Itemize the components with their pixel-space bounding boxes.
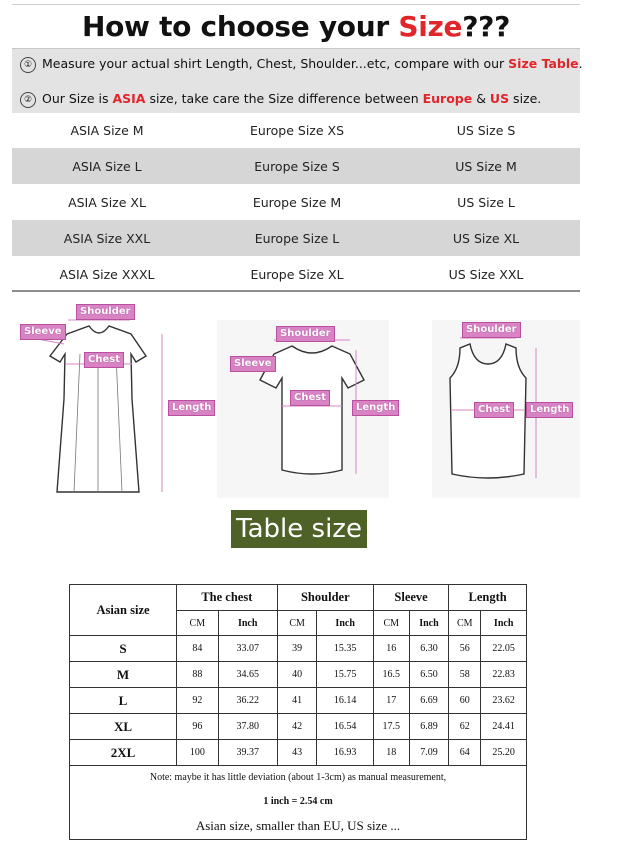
measurement-cell: 16.14 bbox=[317, 688, 373, 714]
measurement-cell: 36.22 bbox=[218, 688, 277, 714]
table-row bbox=[70, 688, 527, 714]
measurement-cell: 33.07 bbox=[218, 636, 277, 662]
length-header: Length bbox=[449, 585, 527, 611]
conversion-row: ASIA Size L Europe Size S US Size M bbox=[12, 148, 580, 184]
measurement-cell: 7.09 bbox=[409, 740, 449, 766]
table-size-badge: Table size bbox=[231, 510, 367, 548]
conversion-row: ASIA Size XXXL Europe Size XL US Size XXL bbox=[59, 266, 524, 282]
measurement-cell: 100 bbox=[177, 740, 219, 766]
measurement-cell: 62 bbox=[449, 714, 481, 740]
size-footer-note: Asian size, smaller than EU, US size ... bbox=[70, 814, 527, 840]
instructions-box bbox=[12, 48, 583, 113]
measurement-cell: 16.54 bbox=[317, 714, 373, 740]
measurement-cell: 16 bbox=[373, 636, 409, 662]
instruction-2: ② Our Size is ASIA size, take care the Size difference between Europe & US size. bbox=[20, 91, 541, 108]
step-2-icon: ② bbox=[20, 92, 36, 108]
chest-header: The chest bbox=[177, 585, 278, 611]
size-label: XL bbox=[70, 714, 177, 740]
conversion-row: ASIA Size XXL Europe Size L US Size XL bbox=[12, 220, 580, 256]
conversion-row: ASIA Size M Europe Size XS US Size S bbox=[70, 122, 516, 138]
unit-cell: Inch bbox=[218, 611, 277, 636]
dress-icon bbox=[50, 326, 146, 492]
inch-conversion-note: 1 inch = 2.54 cm bbox=[70, 790, 527, 814]
corner-header: Asian size bbox=[70, 585, 177, 636]
unit-cell: Inch bbox=[481, 611, 527, 636]
measurement-cell: 15.35 bbox=[317, 636, 373, 662]
measurement-cell: 16.5 bbox=[373, 662, 409, 688]
measurement-cell: 39.37 bbox=[218, 740, 277, 766]
measurement-illustrations bbox=[12, 294, 580, 498]
top-divider bbox=[12, 4, 580, 5]
measurement-cell: 6.50 bbox=[409, 662, 449, 688]
tshirt-chest-label: Chest bbox=[290, 390, 330, 406]
measurement-cell: 17 bbox=[373, 688, 409, 714]
measurement-cell: 18 bbox=[373, 740, 409, 766]
measurement-cell: 39 bbox=[277, 636, 317, 662]
tshirt-sleeve-label: Sleeve bbox=[230, 356, 276, 372]
tshirt-length-label: Length bbox=[352, 400, 399, 416]
instruction-1: ① Measure your actual shirt Length, Chest, Shoulder...etc, compare with our Size Table. bbox=[20, 56, 583, 73]
table-row bbox=[70, 714, 527, 740]
dress-sleeve-label: Sleeve bbox=[20, 324, 66, 340]
step-1-icon: ① bbox=[20, 57, 36, 73]
measurement-cell: 37.80 bbox=[218, 714, 277, 740]
tshirt-shoulder-label: Shoulder bbox=[276, 326, 335, 342]
deviation-note: Note: maybe it has little deviation (about 1-3cm) as manual measurement, bbox=[70, 766, 527, 790]
sleeve-header: Sleeve bbox=[373, 585, 448, 611]
measurement-cell: 23.62 bbox=[481, 688, 527, 714]
size-label: S bbox=[70, 636, 177, 662]
measurement-cell: 22.05 bbox=[481, 636, 527, 662]
measurement-cell: 6.89 bbox=[409, 714, 449, 740]
table-row bbox=[70, 740, 527, 766]
unit-cell: CM bbox=[177, 611, 219, 636]
measurement-cell: 34.65 bbox=[218, 662, 277, 688]
measurement-cell: 40 bbox=[277, 662, 317, 688]
measurement-cell: 60 bbox=[449, 688, 481, 714]
measurement-cell: 25.20 bbox=[481, 740, 527, 766]
unit-cell: Inch bbox=[317, 611, 373, 636]
unit-cell: CM bbox=[277, 611, 317, 636]
conversion-note-row bbox=[70, 790, 527, 814]
note-row bbox=[70, 766, 527, 790]
measurement-cell: 16.93 bbox=[317, 740, 373, 766]
measurement-cell: 88 bbox=[177, 662, 219, 688]
measurement-cell: 64 bbox=[449, 740, 481, 766]
measurement-cell: 6.69 bbox=[409, 688, 449, 714]
size-rows bbox=[70, 636, 527, 766]
size-chart-table bbox=[69, 584, 527, 840]
table-header-row bbox=[70, 585, 527, 611]
measurement-cell: 24.41 bbox=[481, 714, 527, 740]
conversion-row: ASIA Size XL Europe Size M US Size L bbox=[68, 194, 515, 210]
table-row bbox=[70, 662, 527, 688]
table-row bbox=[70, 636, 527, 662]
size-label: L bbox=[70, 688, 177, 714]
footer-row bbox=[70, 814, 527, 840]
dress-length-label: Length bbox=[168, 400, 215, 416]
measurement-cell: 15.75 bbox=[317, 662, 373, 688]
measurement-cell: 96 bbox=[177, 714, 219, 740]
measurement-cell: 17.5 bbox=[373, 714, 409, 740]
page-title: How to choose your Size??? bbox=[81, 10, 511, 43]
shoulder-header: Shoulder bbox=[277, 585, 373, 611]
measurement-cell: 6.30 bbox=[409, 636, 449, 662]
measurement-cell: 56 bbox=[449, 636, 481, 662]
measurement-cell: 84 bbox=[177, 636, 219, 662]
dress-chest-label: Chest bbox=[84, 352, 124, 368]
unit-cell: CM bbox=[449, 611, 481, 636]
tank-shoulder-label: Shoulder bbox=[462, 322, 521, 338]
size-label: 2XL bbox=[70, 740, 177, 766]
dress-shoulder-label: Shoulder bbox=[76, 304, 135, 320]
tank-chest-label: Chest bbox=[474, 402, 514, 418]
size-conversion-table bbox=[12, 112, 580, 292]
conversion-divider bbox=[12, 290, 580, 292]
measurement-cell: 92 bbox=[177, 688, 219, 714]
measurement-cell: 22.83 bbox=[481, 662, 527, 688]
measurement-cell: 42 bbox=[277, 714, 317, 740]
size-label: M bbox=[70, 662, 177, 688]
measurement-cell: 41 bbox=[277, 688, 317, 714]
measurement-cell: 58 bbox=[449, 662, 481, 688]
unit-cell: Inch bbox=[409, 611, 449, 636]
unit-cell: CM bbox=[373, 611, 409, 636]
tank-length-label: Length bbox=[526, 402, 573, 418]
measurement-cell: 43 bbox=[277, 740, 317, 766]
